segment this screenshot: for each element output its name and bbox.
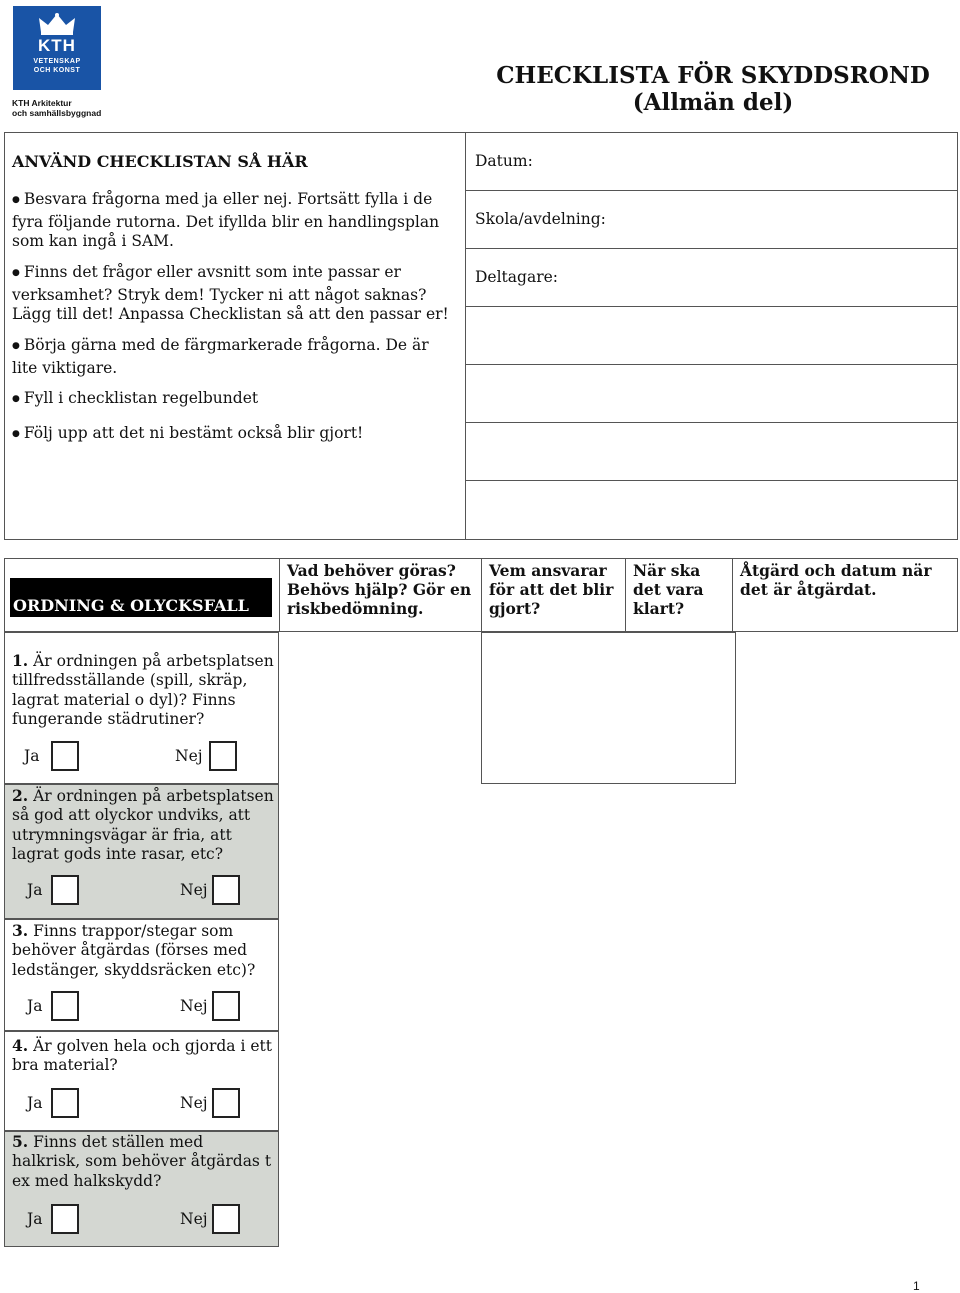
yes-checkbox[interactable] (51, 1204, 79, 1234)
question-text: 2. Är ordningen på arbetsplatsen så god att olyckor undviks, att utrymningsvägar är fria, att lagrat gods inte rasar, etc? (12, 786, 274, 863)
question-text: 3. Finns trappor/stegar som behöver åtgärdas (förses med ledstänger, skyddsräcken etc)? (12, 921, 256, 979)
no-checkbox[interactable] (209, 741, 237, 771)
instructions-heading: ANVÄND CHECKLISTAN SÅ HÄR (12, 152, 308, 171)
column-header-responsible: Vem ansvarar för att det blir gjort? (489, 561, 614, 618)
section-label: ORDNING & OLYCKSFALL (10, 578, 272, 617)
no-checkbox[interactable] (212, 875, 240, 905)
yes-label: Ja (27, 997, 43, 1015)
logo-caption-line1: KTH Arkitektur (12, 98, 72, 108)
info-divider (466, 190, 958, 191)
question-text: 4. Är golven hela och gjorda i ett bra material? (12, 1036, 272, 1075)
question-text: 1. Är ordningen på arbetsplatsen tillfredsställande (spill, skräp, lagrat material o dyl)? Finns fungerande städrutiner? (12, 651, 274, 728)
page-title-line1: CHECKLISTA FÖR SKYDDSROND (496, 62, 930, 89)
no-label: Nej (180, 997, 208, 1015)
logo-caption-line2: och samhällsbyggnad (12, 108, 102, 118)
logo-mark-text: KTH (38, 36, 76, 55)
yes-label: Ja (27, 881, 43, 899)
logo-mark-line1: VETENSKAP (33, 58, 81, 65)
info-divider (466, 306, 958, 307)
instruction-bullet: ● Fyll i checklistan regelbundet (12, 389, 259, 407)
logo-caption (12, 98, 101, 118)
column-divider (279, 558, 280, 632)
kth-logo (13, 6, 101, 90)
no-label: Nej (175, 747, 203, 765)
bullet-icon: ● (12, 268, 20, 278)
no-checkbox[interactable] (212, 1204, 240, 1234)
page-title (470, 62, 956, 116)
yes-checkbox[interactable] (51, 991, 79, 1021)
page-number: 1 (913, 1279, 920, 1293)
yes-checkbox[interactable] (51, 875, 79, 905)
instruction-bullet: ● Börja gärna med de färgmarkerade frågorna. De är lite viktigare. (12, 336, 429, 377)
answer-cell[interactable] (481, 632, 736, 784)
skola-field[interactable]: Skola/avdelning: (475, 210, 606, 228)
crown-icon (37, 12, 77, 36)
datum-field[interactable]: Datum: (475, 152, 533, 170)
no-label: Nej (180, 1094, 208, 1112)
info-divider (466, 364, 958, 365)
instruction-bullet: ● Besvara frågorna med ja eller nej. Fortsätt fylla i de fyra följande rutorna. Det ifyllda blir en handlingsplan som kan ingå i SAM. (12, 190, 440, 250)
column-header-done: Åtgärd och datum när det är åtgärdat. (740, 561, 932, 599)
yes-label: Ja (27, 1210, 43, 1228)
no-checkbox[interactable] (212, 991, 240, 1021)
info-divider (466, 480, 958, 481)
bullet-icon: ● (12, 341, 20, 351)
yes-label: Ja (24, 747, 40, 765)
column-header-deadline: När ska det vara klart? (633, 561, 704, 618)
bullet-icon: ● (12, 429, 20, 439)
no-label: Nej (180, 1210, 208, 1228)
column-divider (481, 558, 482, 632)
question-text: 5. Finns det ställen med halkrisk, som behöver åtgärdas t ex med halkskydd? (12, 1132, 272, 1190)
instruction-bullet: ● Finns det frågor eller avsnitt som inte passar er verksamhet? Stryk dem! Tycker ni att något saknas? Lägg till det! Anpassa Checklistan så att den passar er! (12, 263, 449, 323)
info-table (466, 132, 958, 540)
info-divider (466, 422, 958, 423)
no-checkbox[interactable] (212, 1088, 240, 1118)
column-divider (732, 558, 733, 632)
bullet-icon: ● (12, 195, 20, 205)
yes-checkbox[interactable] (51, 1088, 79, 1118)
info-divider (466, 248, 958, 249)
bullet-icon: ● (12, 394, 20, 404)
instruction-bullet: ● Följ upp att det ni bestämt också blir gjort! (12, 424, 364, 442)
yes-checkbox[interactable] (51, 741, 79, 771)
column-header-action: Vad behöver göras? Behövs hjälp? Gör en riskbedömning. (287, 561, 472, 618)
column-divider (625, 558, 626, 632)
page-title-line2: (Allmän del) (632, 89, 794, 116)
no-label: Nej (180, 881, 208, 899)
yes-label: Ja (27, 1094, 43, 1112)
deltagare-field[interactable]: Deltagare: (475, 268, 558, 286)
logo-mark-line2: OCH KONST (33, 67, 81, 74)
